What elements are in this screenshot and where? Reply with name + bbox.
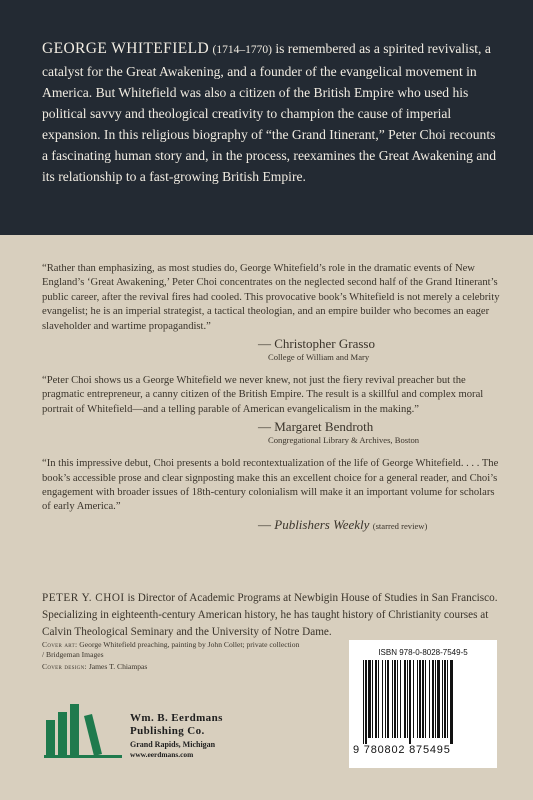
barcode-bar — [365, 660, 367, 744]
barcode-bar — [378, 660, 379, 738]
isbn-label: ISBN 978-0-8028-7549-5 — [378, 648, 468, 657]
barcode-bar — [387, 660, 389, 738]
publication-title: Publishers Weekly — [274, 516, 370, 532]
barcode-bar — [442, 660, 443, 738]
endorser-name: — Christopher Grasso — [258, 336, 375, 352]
cover-art-credit: Cover art: George Whitefield preaching, painting by John Collet; private collection / Bridgeman Images — [42, 640, 300, 659]
subject-name: GEORGE WHITEFIELD — [42, 40, 210, 57]
cover-credits — [42, 640, 302, 674]
barcode-bar — [429, 660, 430, 738]
barcode-bar — [409, 660, 411, 744]
barcode-panel — [349, 640, 497, 768]
endorsement-2 — [42, 374, 502, 446]
barcode-bar — [404, 660, 406, 738]
barcode-bar — [437, 660, 440, 738]
barcode-bar — [372, 660, 373, 738]
barcode-bar — [392, 660, 393, 738]
barcode-bar — [363, 660, 364, 744]
barcode-bar — [419, 660, 421, 738]
barcode-bar — [385, 660, 386, 738]
description-text: is remembered as a spirited revivalist, a catalyst for the Great Awakening, and a founder of the evangelical movement in America. But Whitefield was also a citizen of the British Empire who used his political savvy and theological creativity to champion the cause of imperial expansion. In this religious biography of “the Grand Itinerant,” Peter Choi recounts a fascinating human story and, in the process, reexamines the Great Awakening and its relationship to a fast-growing British Empire. — [42, 41, 496, 184]
barcode-bar — [407, 660, 408, 738]
review-note: (starred review) — [372, 520, 428, 531]
cover-design-credit: Cover design: James T. Chiampas — [42, 662, 148, 671]
endorsement-1 — [42, 262, 502, 363]
description-panel — [0, 0, 533, 235]
publisher-block — [130, 712, 250, 760]
barcode-bar — [382, 660, 383, 738]
author-bio-text: is Director of Academic Programs at Newbigin House of Studies in San Francisco. Specializing in eighteenth-century American history, he has taught history of Christianity courses at Calvin Theological Seminary and the University of Notre Dame. — [42, 592, 498, 638]
endorsement-3 — [42, 457, 502, 534]
barcode-bar — [432, 660, 434, 738]
barcode-icon — [359, 660, 487, 744]
barcode-bar — [422, 660, 424, 738]
book-description — [42, 38, 497, 187]
barcode-bar — [417, 660, 418, 738]
barcode-bar — [447, 660, 448, 738]
author-name: PETER Y. CHOI — [42, 592, 125, 604]
author-bio — [42, 590, 502, 641]
barcode-bar — [397, 660, 398, 738]
endorsement-text: “Peter Choi shows us a George Whitefield we never knew, not just the fiery revival preacher but the pragmatic entrepreneur, a canny citizen of the British Empire. The result is a skillful and complex moral portrait of Whitefield—and a telling parable of American evangelicalism in the making.” — [42, 375, 484, 415]
endorser-affiliation: College of William and Mary — [268, 352, 370, 363]
barcode-bar — [444, 660, 446, 738]
endorser-name: — Margaret Bendroth — [258, 419, 374, 435]
endorsement-attribution — [258, 336, 502, 363]
barcode-digits: 9 780802 875495 — [353, 744, 451, 756]
barcode-bar — [450, 660, 453, 744]
endorsement-text: “Rather than emphasizing, as most studies do, George Whitefield’s role in the dramatic events of New England’s ‘Great Awakening,’ Peter Choi concentrates on the neglected second half of the Grand Itinerant’s public career, after the revival fires had cooled. This provocative book’s Whitefield is not merely a celebrity evangelist; he is an imperial strategist, a tactical theologian, and an empire builder who becomes an eager slaveholder and wartime propagandist.” — [42, 263, 500, 332]
endorsements — [42, 262, 502, 545]
publisher-name: Wm. B. Eerdmans — [130, 712, 223, 724]
endorsement-attribution — [258, 517, 502, 534]
publisher-website: www.eerdmans.com — [130, 750, 194, 759]
barcode-bar — [375, 660, 377, 738]
endorsement-attribution — [258, 419, 502, 446]
barcode-bar — [413, 660, 414, 738]
endorsement-text: “In this impressive debut, Choi presents a bold recontextualization of the life of George Whitefield. . . . The book’s accessible prose and clear signposting make this an excellent choice for a general reader, and Choi’s engagement with broader issues of 18th-century colonialism will make it an important volume for scholars of early America.” — [42, 458, 499, 513]
barcode-bar — [400, 660, 401, 738]
endorser-name: — Publishers Weekly (starred review) — [258, 516, 428, 532]
publisher-name-2: Publishing Co. — [130, 725, 205, 737]
eerdmans-books-logo-icon — [44, 700, 124, 758]
barcode-bar — [394, 660, 396, 738]
subject-years: (1714–1770) — [212, 44, 272, 56]
publisher-location: Grand Rapids, Michigan — [130, 740, 216, 749]
barcode-bar — [368, 660, 371, 738]
barcode-bar — [435, 660, 436, 738]
barcode-bar — [425, 660, 426, 738]
endorser-affiliation: Congregational Library & Archives, Boston — [268, 435, 420, 446]
